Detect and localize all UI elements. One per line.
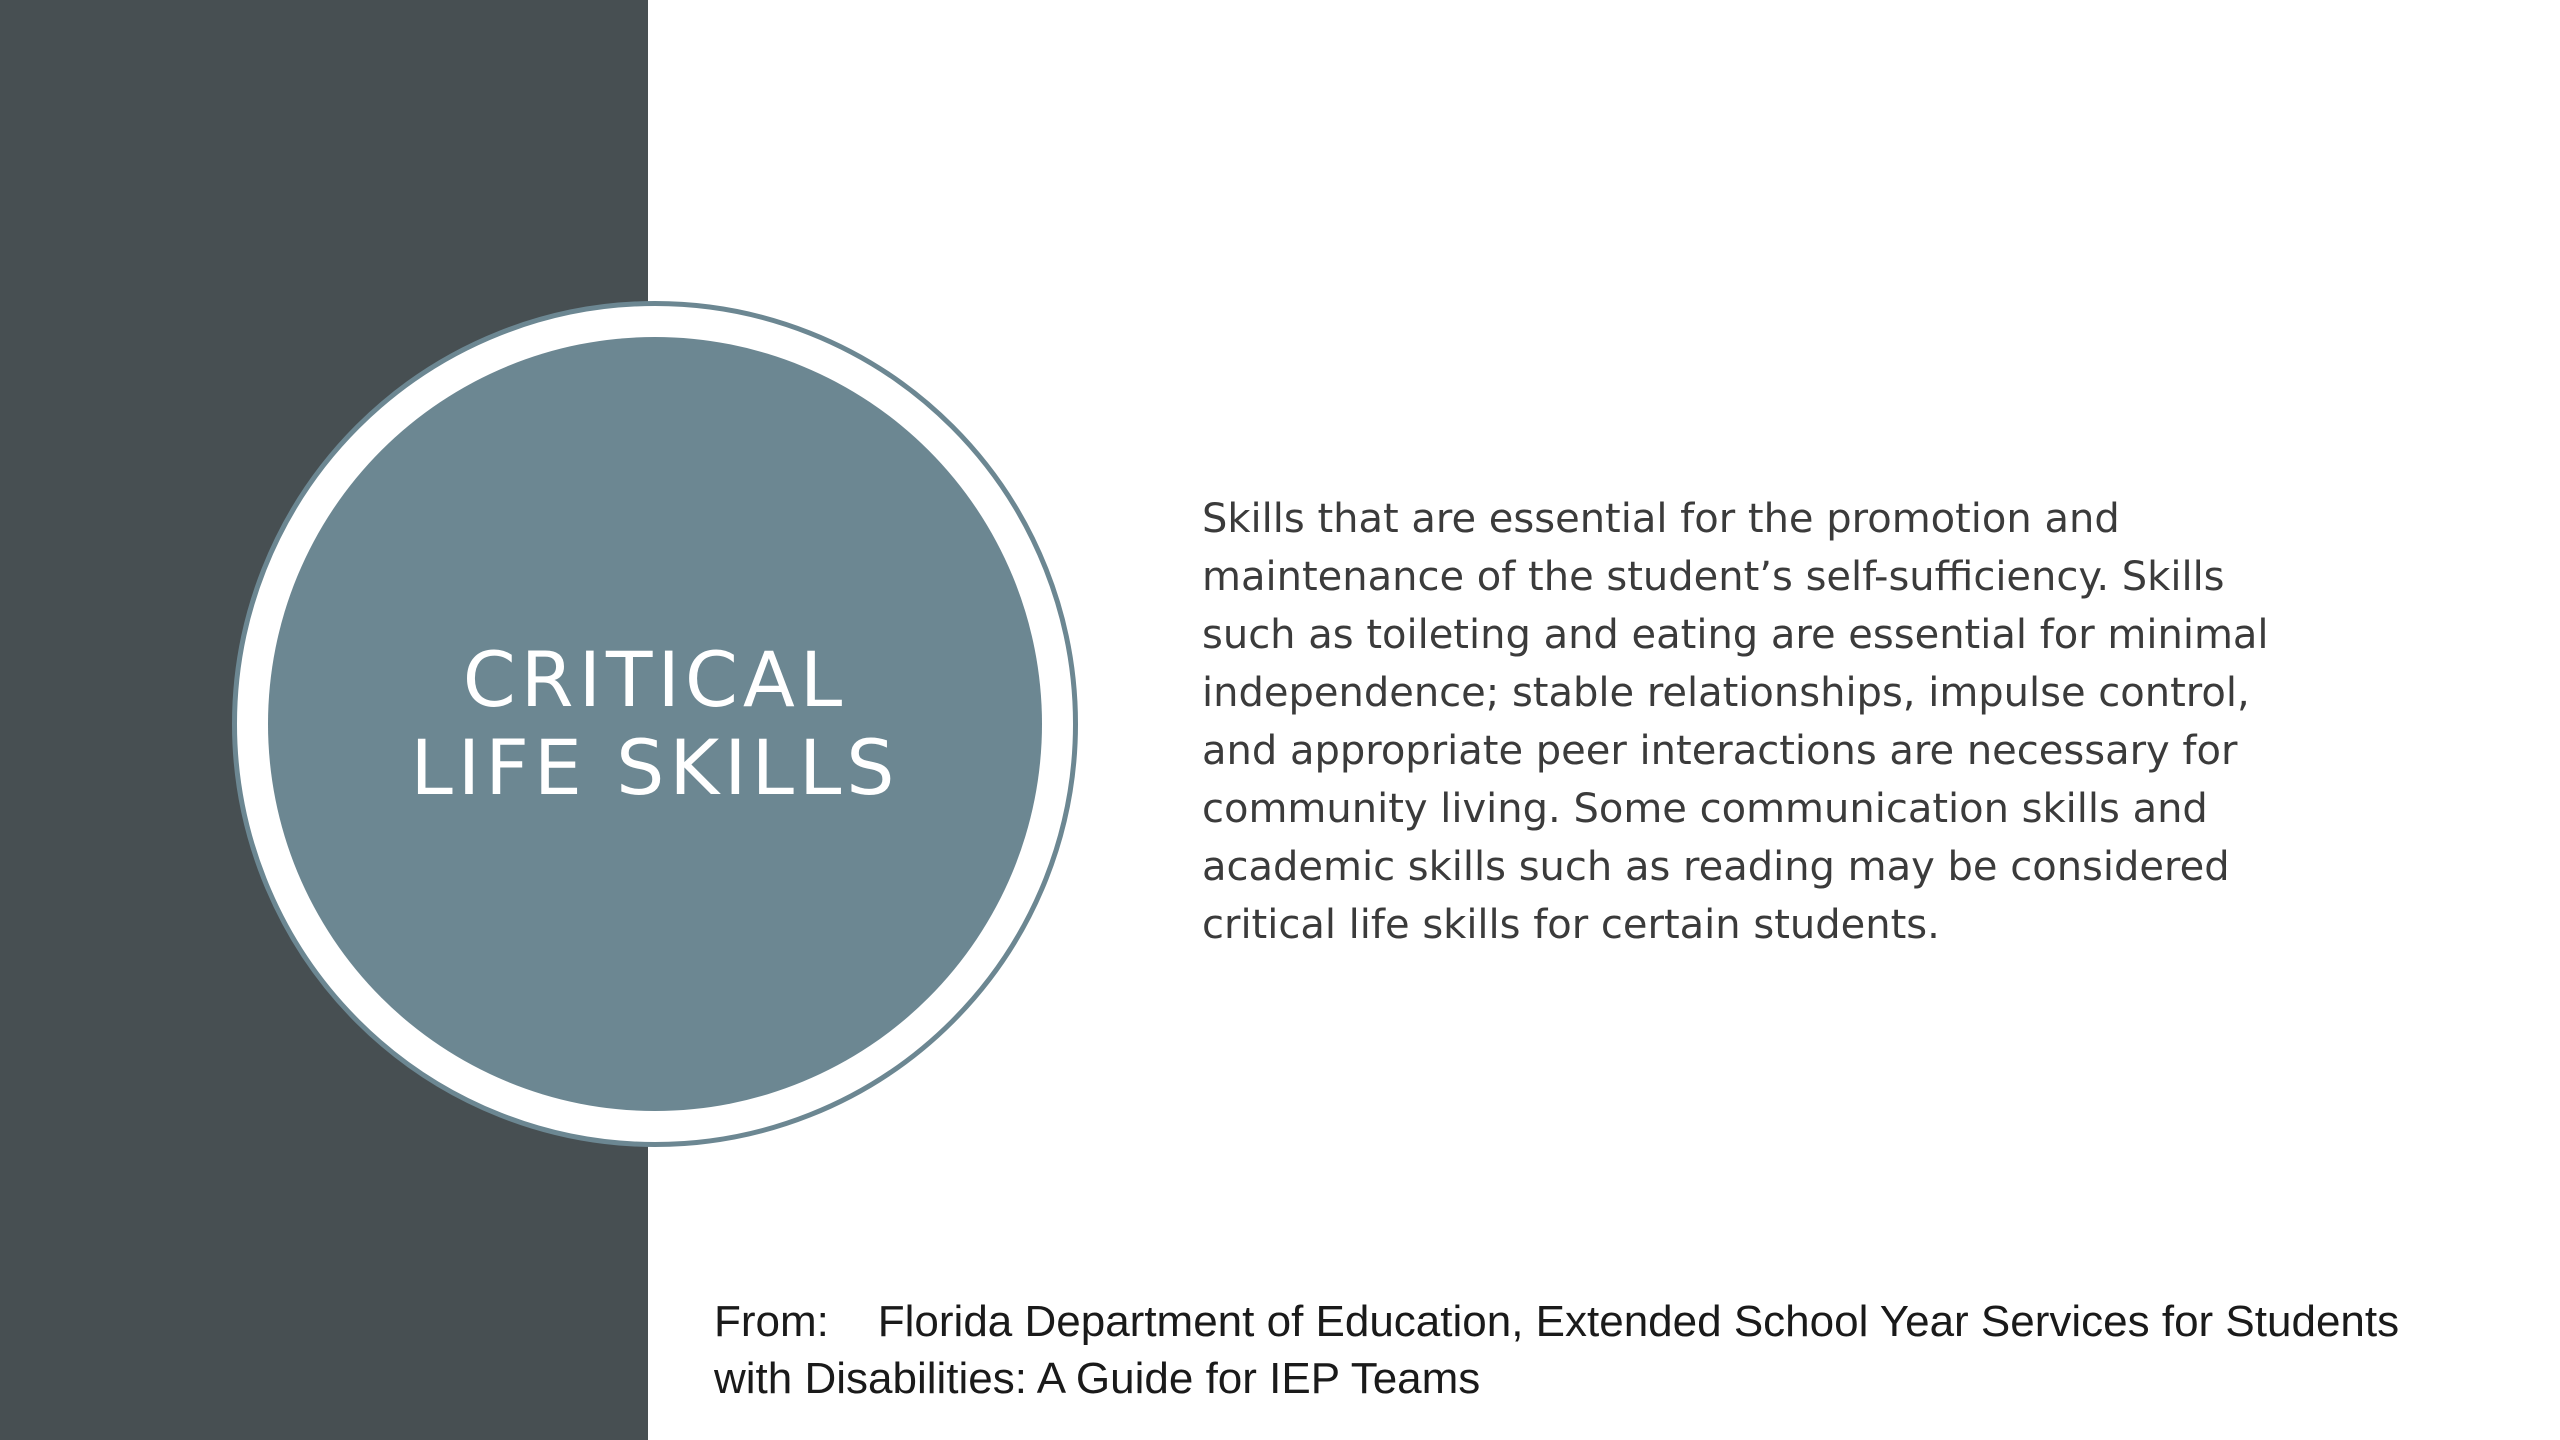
- title-circle: [268, 337, 1042, 1111]
- slide-title: CRITICAL LIFE SKILLS: [410, 635, 900, 812]
- definition-paragraph: Skills that are essential for the promotion and maintenance of the student’s self-sufficiency. Skills such as toileting and eating are essential for minimal independence; stable relationships, impulse control, and appropriate peer interactions are necessary for community living. Some communication skills and academic skills such as reading may be considered critical life skills for certain students.: [1202, 496, 2269, 948]
- source-citation: From: Florida Department of Education, Extended School Year Services for Students with Disabilities: A Guide for IEP Teams: [714, 1297, 2400, 1403]
